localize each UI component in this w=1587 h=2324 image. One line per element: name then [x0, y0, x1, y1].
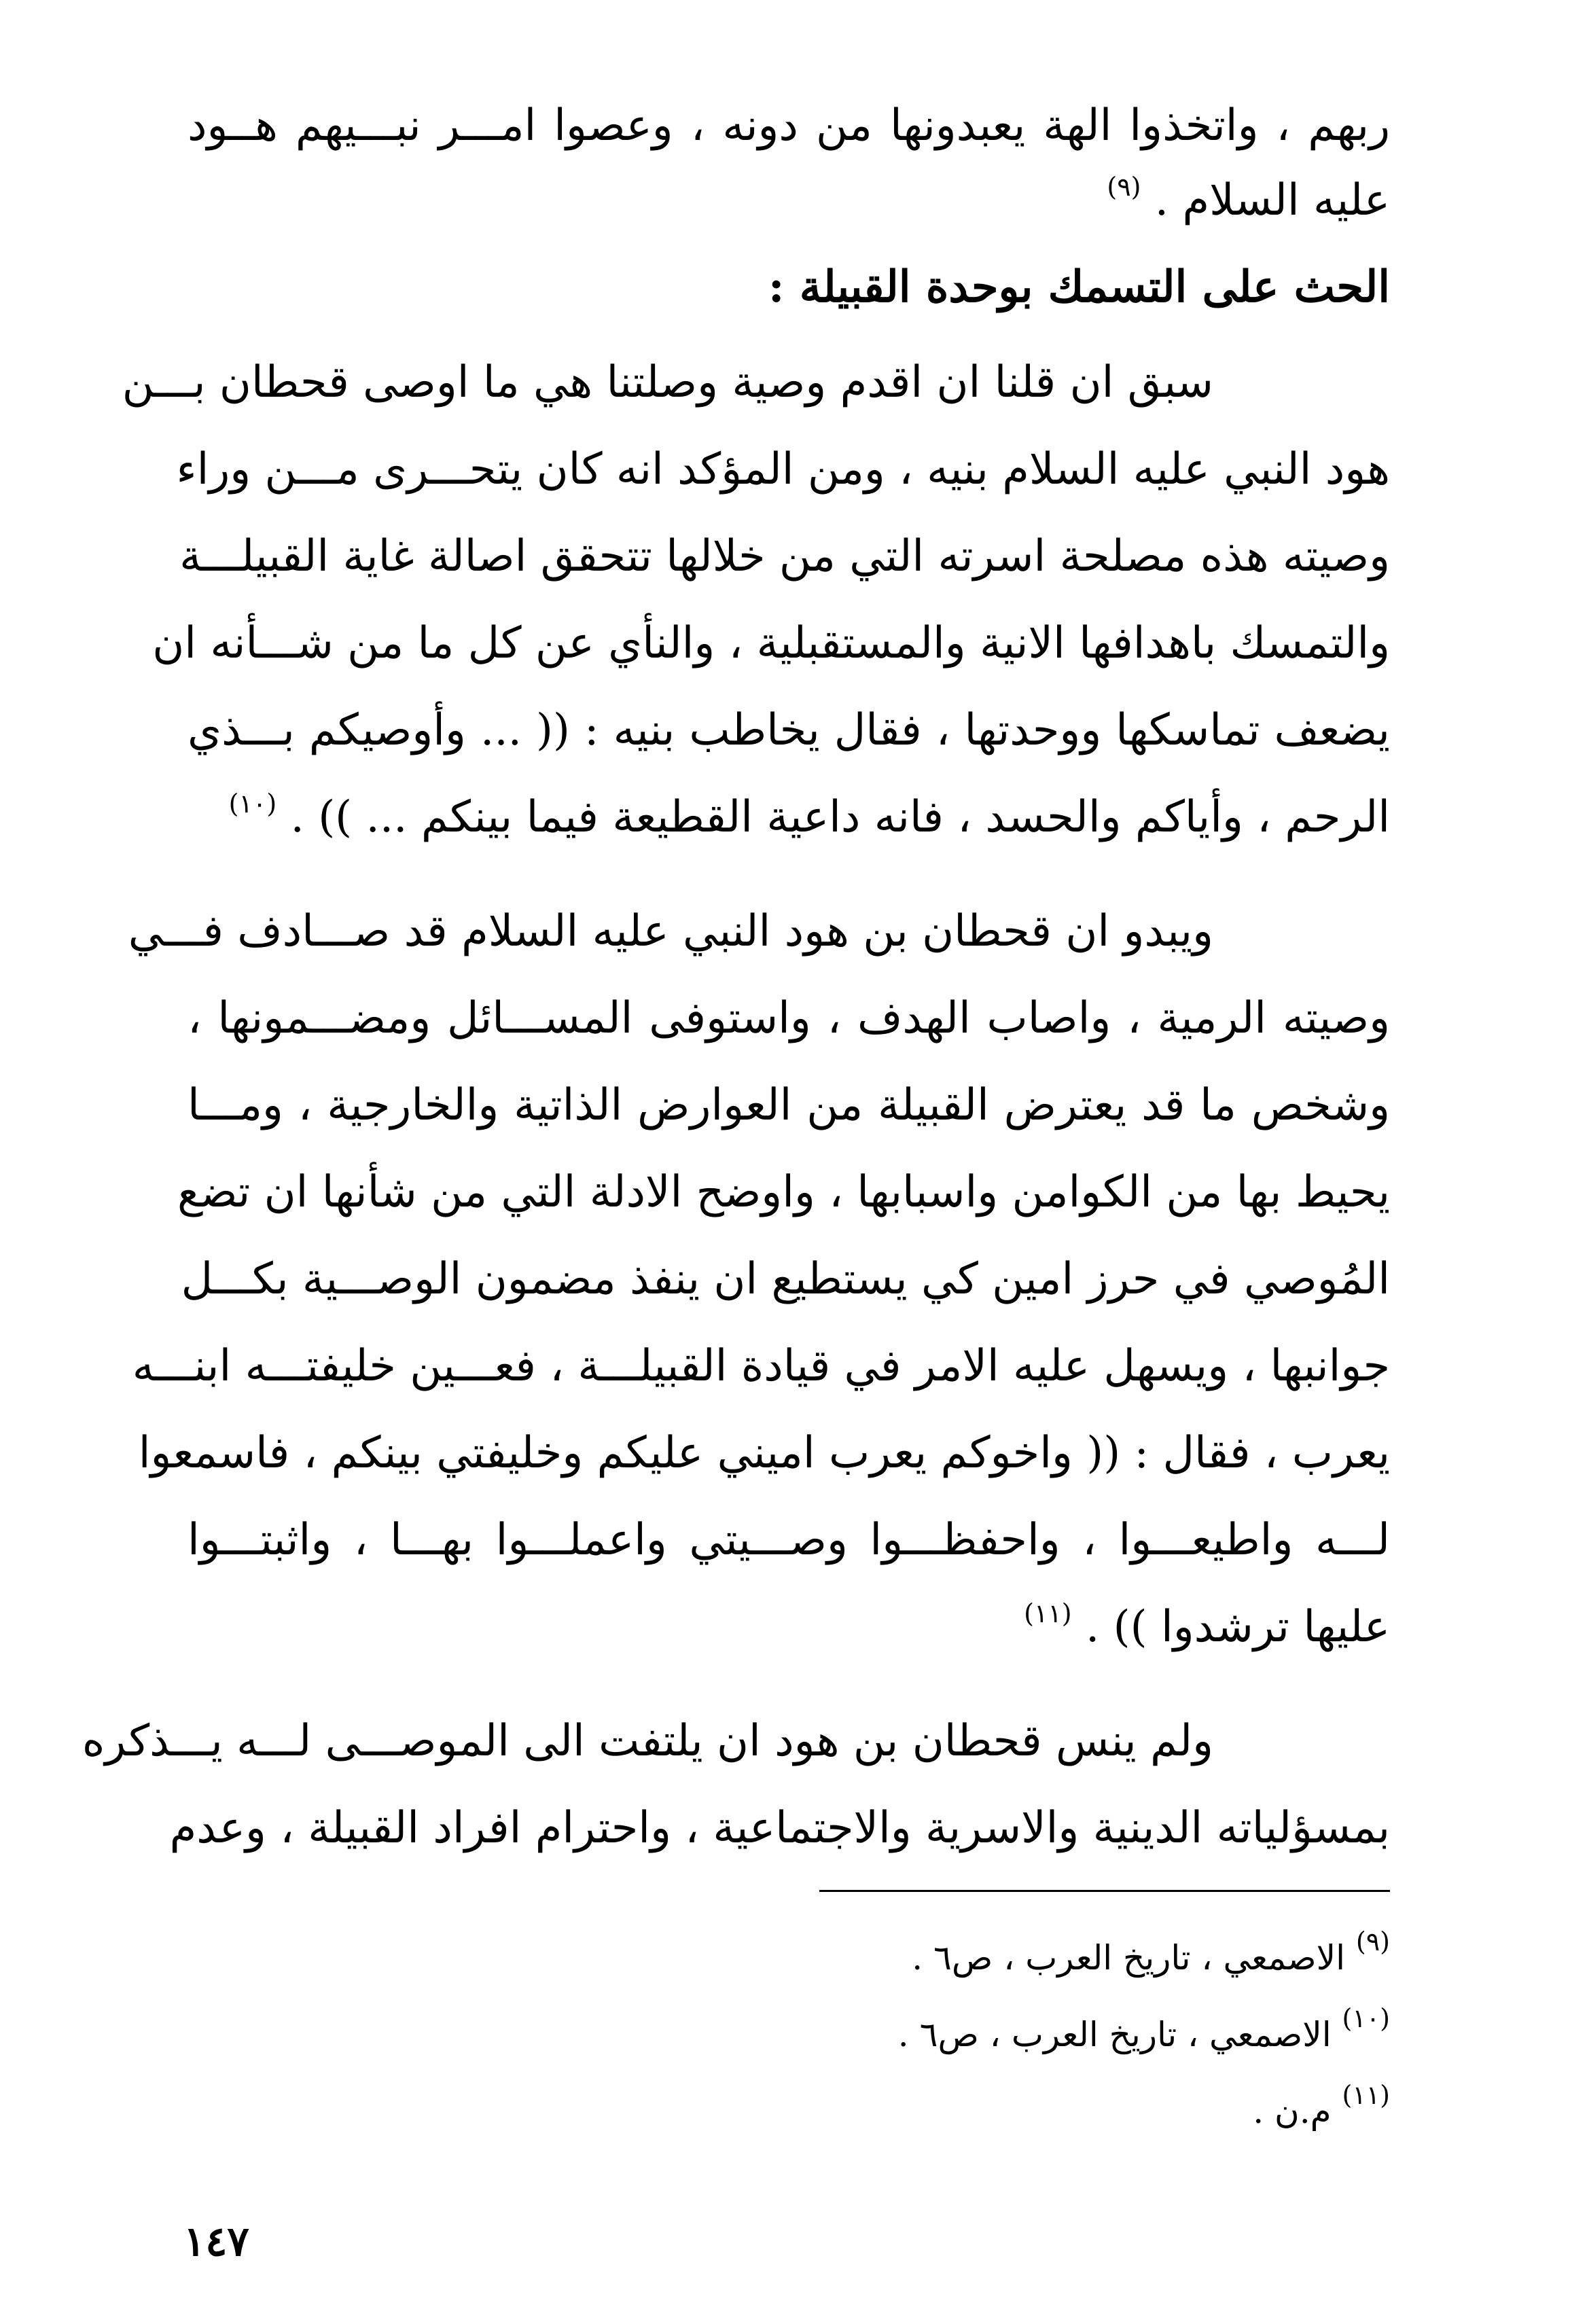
- line-text: وصيته الرمية ، واصاب الهدف ، واستوفى المســـائل ومضـــمونها ،: [188, 993, 1391, 1043]
- text-line: [138, 1416, 1390, 1490]
- text-line: [188, 780, 1390, 855]
- footnote-ref-9: (٩): [1107, 172, 1141, 202]
- text-line: [82, 1704, 1390, 1778]
- text-line: [188, 163, 1390, 238]
- text-line: [188, 1503, 1390, 1577]
- text-line: [188, 1590, 1390, 1664]
- footnote-item: [897, 2003, 1390, 2062]
- line-text: ولم ينس قحطان بن هود ان يلتفت الى الموصـــى لـــه يـــذكره: [82, 1716, 1213, 1766]
- text-line: [152, 606, 1390, 681]
- line-text: يضعف تماسكها ووحدتها ، فقال يخاطب بنيه : (( ... وأوصيكم بـــذي: [188, 705, 1390, 755]
- text-line: [181, 1242, 1390, 1317]
- footnote-item: [912, 1927, 1390, 1985]
- footnote-mark: (١٠): [1342, 2003, 1390, 2033]
- text-line: [188, 88, 1390, 163]
- line-text: والتمسك باهدافها الانية والمستقبلية ، والنأي عن كل ما من شـــأنه ان: [152, 618, 1390, 668]
- footnote-text: الاصمعي ، تاريخ العرب ، ص٦ .: [897, 2015, 1332, 2054]
- line-text: وشخص ما قد يعترض القبيلة من العوارض الذاتية والخارجية ، ومـــا: [188, 1080, 1390, 1130]
- line-text: لـــه واطيعـــوا ، واحفظـــوا وصـــيتي واعملـــوا بهـــا ، واثبتـــوا: [188, 1515, 1390, 1565]
- line-text: عليها ترشدوا )) .: [1085, 1602, 1390, 1652]
- text-line: [122, 345, 1390, 420]
- line-text: المُوصي في حرز امين كي يستطيع ان ينفذ مضمون الوصـــية بكـــل: [181, 1254, 1390, 1304]
- text-line: [128, 894, 1390, 969]
- text-line: [177, 1155, 1390, 1230]
- line-text: عليه السلام .: [1154, 175, 1390, 226]
- text-line: [188, 981, 1390, 1056]
- line-text: ويبدو ان قحطان بن هود النبي عليه السلام قد صـــادف فـــي: [128, 906, 1213, 957]
- text-line: [179, 519, 1390, 594]
- text-line: [176, 432, 1390, 507]
- footnote-mark: (١١): [1342, 2080, 1390, 2110]
- footnote-mark: (٩): [1355, 1927, 1390, 1956]
- line-text: الرحم ، وأياكم والحسد ، فانه داعية القطيعة فيما بينكم ... )) .: [290, 792, 1390, 842]
- line-text: ربهم ، واتخذوا الهة يعبدونها من دونه ، وعصوا امـــر نبـــيهم هــود: [188, 101, 1391, 151]
- footnote-ref-10: (١٠): [228, 789, 277, 819]
- footnote-ref-11: (١١): [1024, 1598, 1072, 1628]
- line-text: وصيته هذه مصلحة اسرته التي من خلالها تتحقق اصالة غاية القبيلـــة: [179, 531, 1390, 582]
- line-text: يحيط بها من الكوامن واسبابها ، واوضح الادلة التي من شأنها ان تضع: [177, 1167, 1390, 1217]
- page-number: ١٤٧: [183, 2218, 249, 2266]
- line-text: يعرب ، فقال : (( واخوكم يعرب اميني عليكم وخليفتي بينكم ، فاسمعوا: [138, 1428, 1390, 1478]
- text-line: [132, 1329, 1390, 1404]
- line-text: بمسؤلياته الدينية والاسرية والاجتماعية ، واحترام افراد القبيلة ، وعدم: [169, 1803, 1390, 1853]
- text-line: [188, 693, 1390, 768]
- section-heading: الحث على التسمك بوحدة القبيلة :: [768, 262, 1390, 312]
- footnote-item: [1253, 2080, 1390, 2139]
- line-text: جوانبها ، ويسهل عليه الامر في قيادة القبيلـــة ، فعـــين خليفتـــه ابنـــه: [132, 1341, 1390, 1391]
- text-line: [188, 1068, 1390, 1143]
- footnote-text: الاصمعي ، تاريخ العرب ، ص٦ .: [912, 1938, 1346, 1978]
- footnote-text: م.ن .: [1253, 2092, 1332, 2131]
- text-line: [169, 1791, 1390, 1865]
- line-text: هود النبي عليه السلام بنيه ، ومن المؤكد انه كان يتحـــرى مـــن وراء: [176, 444, 1390, 495]
- footnote-divider: [819, 1890, 1390, 1892]
- line-text: سبق ان قلنا ان اقدم وصية وصلتنا هي ما اوصى قحطان بـــن: [122, 357, 1213, 408]
